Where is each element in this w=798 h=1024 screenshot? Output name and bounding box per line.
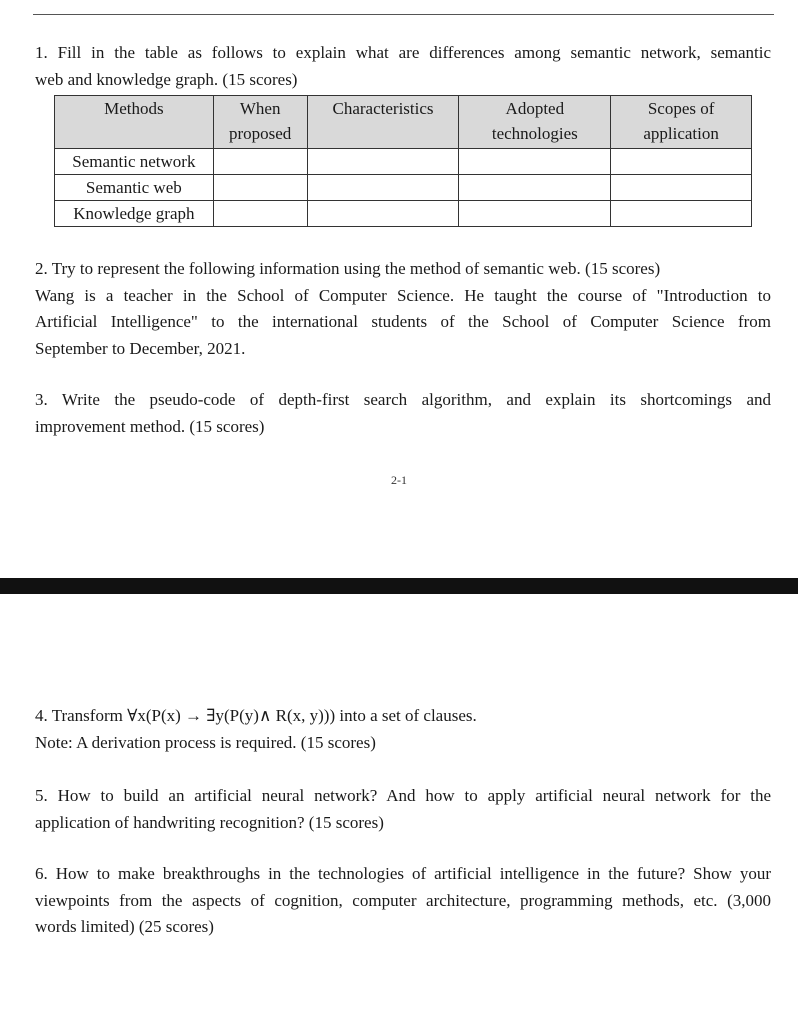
- question-1: [35, 40, 771, 93]
- table-header-row: [55, 96, 752, 149]
- row-label-knowledge-graph: Knowledge graph: [55, 201, 214, 227]
- page-separator: [0, 578, 798, 594]
- question-2-line-3: Artificial Intelligence" to the international students of the School of Computer Science from: [35, 312, 771, 331]
- table-row: [55, 149, 752, 175]
- header-characteristics: Characteristics: [307, 96, 459, 149]
- question-6: [35, 861, 771, 941]
- question-6-line-3: words limited) (25 scores): [35, 917, 214, 936]
- question-5: [35, 783, 771, 836]
- question-3-line-2: improvement method. (15 scores): [35, 416, 265, 436]
- question-6-line-1: 6. How to make breakthroughs in the technologies of artificial intelligence in the future? Show your: [35, 864, 771, 883]
- top-rule: [33, 14, 774, 15]
- question-4-line-2: Note: A derivation process is required. (15 scores): [35, 732, 376, 752]
- empty-cell: [459, 201, 611, 227]
- question-3: [35, 387, 771, 440]
- empty-cell: [213, 149, 307, 175]
- empty-cell: [213, 201, 307, 227]
- empty-cell: [459, 149, 611, 175]
- row-label-semantic-network: Semantic network: [55, 149, 214, 175]
- question-2: [35, 256, 771, 362]
- question-1-line-2: web and knowledge graph. (15 scores): [35, 69, 298, 89]
- empty-cell: [307, 175, 459, 201]
- question-2-line-2: Wang is a teacher in the School of Computer Science. He taught the course of "Introduction to: [35, 285, 771, 305]
- empty-cell: [213, 175, 307, 201]
- empty-cell: [611, 175, 752, 201]
- empty-cell: [307, 149, 459, 175]
- empty-cell: [459, 175, 611, 201]
- header-when-proposed: When proposed: [213, 96, 307, 149]
- exam-page-2: [0, 594, 798, 1024]
- question-3-line-1: 3. Write the pseudo-code of depth-first search algorithm, and explain its shortcomings and: [35, 390, 771, 409]
- empty-cell: [307, 201, 459, 227]
- empty-cell: [611, 201, 752, 227]
- page-number: 2-1: [391, 473, 407, 487]
- question-1-line-1: 1. Fill in the table as follows to explain what are differences among semantic network, semantic: [35, 43, 771, 62]
- header-scopes-of-application: Scopes of application: [611, 96, 752, 149]
- header-adopted-technologies: Adopted technologies: [459, 96, 611, 149]
- question-2-line-1: 2. Try to represent the following information using the method of semantic web. (15 scores): [35, 259, 661, 278]
- header-methods: Methods: [55, 96, 214, 149]
- question-5-line-2: application of handwriting recognition? (15 scores): [35, 812, 384, 832]
- comparison-table: [54, 95, 752, 227]
- row-label-semantic-web: Semantic web: [55, 175, 214, 201]
- question-4: [35, 703, 771, 756]
- question-4-line-1: 4. Transform ∀x(P(x) → ∃y(P(y)∧ R(x, y))) into a set of clauses.: [35, 706, 477, 725]
- table-row: [55, 175, 752, 201]
- empty-cell: [611, 149, 752, 175]
- question-6-line-2: viewpoints from the aspects of cognition, computer architecture, programming methods, etc. (3,000: [35, 890, 771, 910]
- question-5-line-1: 5. How to build an artificial neural network? And how to apply artificial neural network for the: [35, 786, 771, 805]
- question-2-line-4: September to December, 2021.: [35, 338, 246, 358]
- table-row: [55, 201, 752, 227]
